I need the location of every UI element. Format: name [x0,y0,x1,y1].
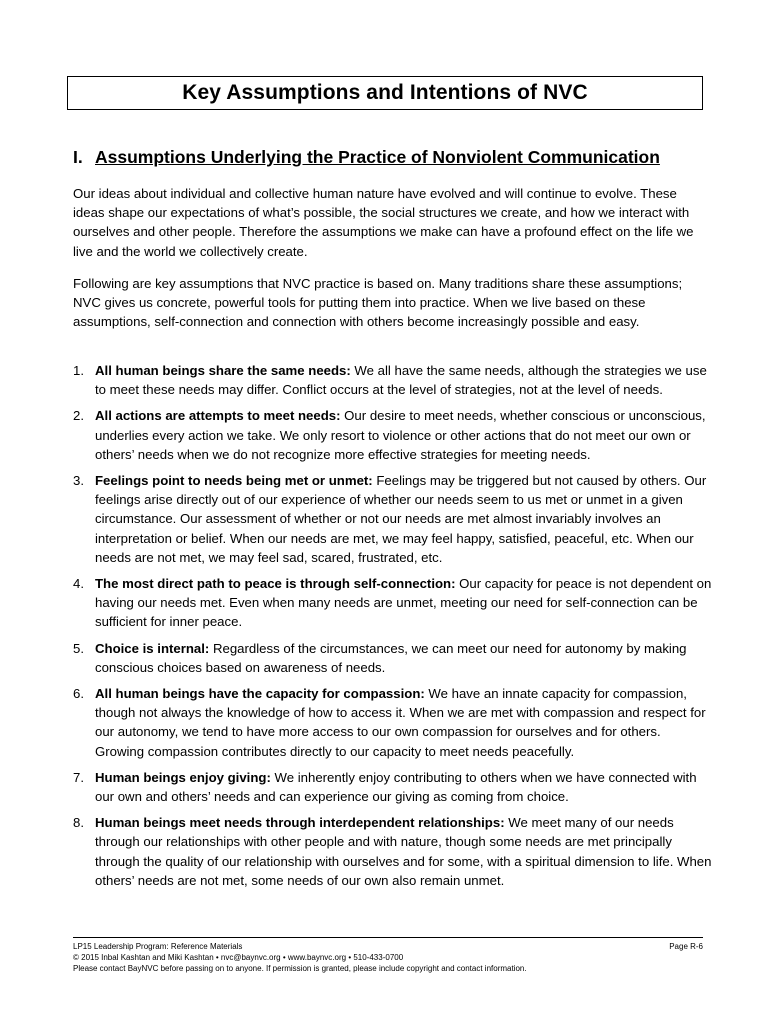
list-item [73,639,713,677]
item-number: 7. [73,769,84,785]
list-item [73,684,713,761]
assumptions-list [73,361,713,897]
footer-row [73,941,703,952]
item-lead: All human beings share the same needs: [95,363,351,378]
intro-paragraph-1: Our ideas about individual and collective human nature have evolved and will continue to evolve. These ideas shape our expectations of what’s possible, the social structures we create, and how we interact with ourselves and other people. Therefore the assumptions we make can have a profound effect on the life we live and the world we collectively create. [73,186,694,259]
section-title: Assumptions Underlying the Practice of Nonviolent Communication [95,147,660,167]
item-number: 5. [73,640,84,656]
page-footer [73,937,703,974]
list-item [73,574,713,632]
item-lead: All actions are attempts to meet needs: [95,408,341,424]
footer-page-number: Page R-6 [669,942,703,951]
item-lead: Choice is internal: [95,640,210,656]
item-text: We inherently enjoy contributing to others when we have connected with our own and others’ needs and can experience our giving as coming from choice. [95,769,697,805]
footer-copyright: © 2015 Inbal Kashtan and Miki Kashtan • nvc@baynvc.org • www.baynvc.org • 510-433-0700 [73,953,404,962]
item-lead: The most direct path to peace is through self-connection: [95,576,456,592]
item-lead: Human beings enjoy giving: [95,769,271,785]
section-heading [73,147,660,168]
item-text: Feelings may be triggered but not caused by others. Our feelings arise directly out of our experience of whether our needs seem to us met or unmet in a given circumstance. Our assessment of whether or not our needs are met almost invariably involves an interpretation or belief. When our needs are met, we may feel happy, satisfied, peaceful, etc. When our needs are not met, we may feel sad, scared, frustrated, etc. [95,473,707,565]
item-text: Our capacity for peace is not dependent on having our needs met. Even when many needs are unmet, meeting our need for self-connection can be sufficient for inner peace. [95,576,712,630]
section-number: I. [73,147,83,167]
title-box [67,76,703,110]
item-text: We all have the same needs, although the strategies we use to meet these needs may differ. Conflict occurs at the level of strategies, not at the level of needs. [95,363,707,398]
item-lead: Feelings point to needs being met or unmet: [95,473,373,489]
intro-paragraph-2: Following are key assumptions that NVC practice is based on. Many traditions share these assumptions; NVC gives us concrete, powerful tools for putting them into practice. When we live based on these assumptions, self-connection and connection with others become increasingly possible and easy. [73,276,683,330]
list-item [73,361,713,399]
list-item [73,471,713,567]
item-text: We meet many of our needs through our relationships with other people and with nature, though some needs are met principally through the quality of our relationship with ourselves and for some, with a spiritual dimension to life. When others’ needs are not met, some needs of our own also remain unmet. [95,815,712,888]
item-number: 3. [73,473,84,489]
footer-notice: Please contact BayNVC before passing on to anyone. If permission is granted, please include copyright and contact information. [73,964,527,973]
item-number: 8. [73,815,84,831]
item-number: 4. [73,576,84,592]
item-number: 1. [73,363,84,378]
item-number: 6. [73,686,84,702]
page-title: Key Assumptions and Intentions of NVC [182,81,588,104]
list-item [73,813,713,890]
footer-program: LP15 Leadership Program: Reference Materials [73,942,243,951]
item-lead: All human beings have the capacity for compassion: [95,686,425,702]
item-text: Regardless of the circumstances, we can meet our need for autonomy by making conscious choices based on awareness of needs. [95,640,687,675]
item-lead: Human beings meet needs through interdependent relationships: [95,815,505,831]
item-text: We have an innate capacity for compassion, though not always the knowledge of how to access it. When we are met with compassion and respect for our autonomy, we tend to have more access to our own compassion for ourselves and for others. Growing compassion contributes directly to our capacity to meet needs peacefully. [95,686,706,759]
item-number: 2. [73,408,84,424]
item-text: Our desire to meet needs, whether conscious or unconscious, underlies every action we take. We only resort to violence or other actions that do not meet our own or others’ needs when we do not recognize more effective strategies for meeting needs. [95,408,706,462]
list-item [73,406,713,464]
list-item [73,768,713,806]
